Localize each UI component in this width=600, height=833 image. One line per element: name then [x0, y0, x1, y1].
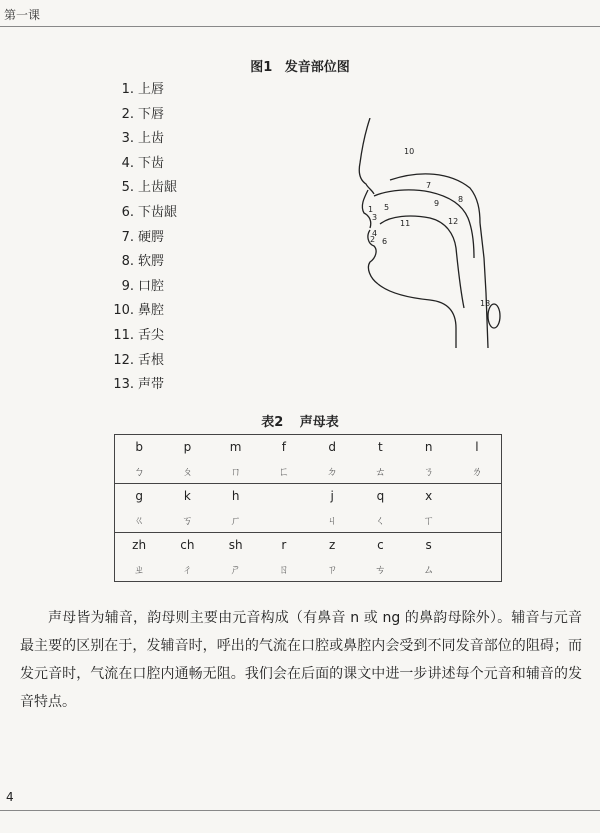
zhuyin-cell: ㄋ	[423, 465, 435, 478]
zhuyin-cell: ㄇ	[230, 465, 242, 478]
zhuyin-cell: ㄘ	[374, 563, 386, 576]
diagram-number-4: 4	[372, 229, 378, 238]
parts-list-number: 3.	[121, 131, 134, 147]
pinyin-cell: ch	[180, 538, 195, 552]
parts-list-name: 舌尖	[138, 327, 165, 343]
figure-caption	[0, 56, 600, 75]
zhuyin-cell: ㄑ	[374, 514, 386, 527]
pinyin-cell: f	[281, 440, 286, 454]
table-caption	[0, 411, 600, 430]
table-group	[115, 435, 501, 484]
parts-list-name: 口腔	[138, 278, 165, 294]
pinyin-row	[115, 484, 501, 508]
parts-list-number: 12.	[113, 352, 134, 368]
pinyin-cell: s	[425, 538, 432, 552]
tongue-surface	[380, 216, 464, 308]
pinyin-cell: n	[424, 440, 433, 454]
pharynx-back	[480, 223, 491, 348]
parts-list-name: 硬腭	[138, 229, 165, 245]
parts-list-number: 8.	[121, 254, 134, 270]
zhuyin-row	[115, 459, 501, 483]
pinyin-cell: zh	[132, 538, 147, 552]
zhuyin-cell: ㄐ	[326, 514, 338, 527]
parts-list-item	[112, 324, 177, 349]
pinyin-cell: l	[475, 440, 479, 454]
parts-list-item	[112, 349, 177, 374]
parts-list-name: 软腭	[138, 254, 165, 270]
parts-list-item	[112, 373, 177, 398]
zhuyin-row	[115, 508, 501, 532]
parts-list-name: 上齿	[138, 131, 165, 147]
pinyin-cell: q	[376, 489, 385, 503]
diagram-number-11: 11	[400, 219, 411, 228]
parts-list-name: 下齿龈	[138, 204, 178, 220]
table-label: 表2	[261, 415, 284, 430]
parts-list-item	[112, 250, 177, 275]
diagram-number-1: 1	[368, 205, 374, 214]
zhuyin-cell: ㄔ	[181, 563, 193, 576]
diagram-labels	[368, 147, 490, 308]
zhuyin-cell: ㄍ	[133, 514, 145, 527]
parts-list-number: 10.	[113, 303, 134, 319]
pinyin-cell: r	[281, 538, 287, 552]
pinyin-cell: j	[330, 489, 334, 503]
page-number: 4	[6, 790, 14, 804]
parts-list-number: 1.	[121, 82, 134, 97]
diagram-number-5: 5	[384, 203, 390, 212]
figure-label: 图1	[250, 60, 273, 75]
parts-list-item	[112, 226, 177, 251]
zhuyin-cell: ㄗ	[326, 563, 338, 576]
diagram-number-8: 8	[458, 195, 464, 204]
pinyin-cell: m	[229, 440, 242, 454]
figure-title: 发音部位图	[284, 60, 350, 75]
zhuyin-cell: ㄙ	[423, 563, 435, 576]
zhuyin-cell: ㄉ	[326, 465, 338, 478]
parts-list-item	[112, 127, 177, 152]
parts-list-name: 上唇	[138, 82, 165, 97]
table-title: 声母表	[299, 415, 339, 430]
pinyin-cell: z	[328, 538, 336, 552]
diagram-number-6: 6	[382, 237, 388, 246]
diagram-number-9: 9	[434, 199, 440, 208]
zhuyin-cell: ㄓ	[133, 563, 145, 576]
parts-list-number: 13.	[113, 377, 134, 393]
footer-rule	[0, 810, 600, 811]
articulation-diagram	[330, 118, 530, 348]
parts-list-name: 鼻腔	[138, 303, 165, 319]
diagram-number-13: 13	[480, 299, 491, 308]
articulation-parts-list	[112, 78, 177, 398]
pinyin-cell: c	[377, 538, 384, 552]
zhuyin-cell: ㄅ	[133, 465, 145, 478]
diagram-number-3: 3	[372, 213, 378, 222]
zhuyin-cell: ㄌ	[471, 465, 483, 478]
pinyin-cell: b	[135, 440, 143, 454]
table-group	[115, 533, 501, 581]
table-group	[115, 484, 501, 533]
diagram-number-12: 12	[448, 217, 459, 226]
pinyin-cell: h	[231, 489, 240, 503]
header-rule	[0, 26, 600, 27]
parts-list-number: 9.	[121, 278, 134, 294]
pinyin-cell: k	[183, 489, 191, 503]
pinyin-row	[115, 435, 501, 459]
zhuyin-cell: ㄒ	[423, 514, 435, 527]
parts-list-name: 舌根	[138, 352, 165, 368]
parts-list-number: 6.	[121, 204, 134, 220]
parts-list-item	[112, 275, 177, 300]
diagram-number-7: 7	[426, 181, 432, 190]
pinyin-cell: d	[328, 440, 336, 454]
zhuyin-cell: ㄊ	[374, 465, 386, 478]
forehead-nose-line	[359, 118, 374, 194]
zhuyin-row	[115, 557, 501, 581]
parts-list-name: 下齿	[138, 155, 165, 171]
pinyin-cell: t	[378, 440, 383, 454]
pinyin-row	[115, 533, 501, 557]
diagram-number-10: 10	[404, 147, 415, 156]
parts-list-number: 2.	[121, 106, 134, 122]
pinyin-cell: g	[135, 489, 143, 503]
parts-list-item	[112, 299, 177, 324]
parts-list-number: 11.	[113, 327, 134, 343]
body-paragraph: 声母皆为辅音，韵母则主要由元音构成（有鼻音 n 或 ng 的鼻韵母除外）。辅音与元音最主要的区别在于，发辅音时，呼出的气流在口腔或鼻腔内会受到不同发音部位的阻碍；而发元音时，气流在口腔内通畅无阻。我们会在后面的课文中进一步讲述每个元音和辅音的发音特点。	[20, 610, 582, 710]
pinyin-cell: sh	[228, 538, 243, 552]
pinyin-cell: x	[425, 489, 433, 503]
diagram-number-2: 2	[370, 235, 376, 244]
parts-list-number: 5.	[121, 180, 134, 196]
zhuyin-cell: ㄏ	[230, 514, 242, 527]
parts-list-item	[112, 201, 177, 226]
parts-list-number: 4.	[121, 155, 134, 171]
zhuyin-cell: ㄕ	[230, 563, 242, 576]
parts-list-name: 下唇	[138, 106, 165, 122]
parts-list-name: 上齿龈	[138, 180, 178, 196]
parts-list-item	[112, 176, 177, 201]
jaw-neck-line	[378, 284, 456, 348]
running-header: 第一课	[4, 8, 41, 22]
initials-table	[114, 434, 502, 582]
zhuyin-cell: ㄎ	[181, 514, 193, 527]
zhuyin-cell: ㄖ	[278, 563, 290, 576]
zhuyin-cell: ㄆ	[181, 465, 193, 478]
parts-list-item	[112, 78, 177, 103]
zhuyin-cell: ㄈ	[278, 465, 290, 478]
parts-list-item	[112, 103, 177, 128]
parts-list-number: 7.	[121, 229, 134, 245]
parts-list-item	[112, 152, 177, 177]
parts-list-name: 声带	[138, 377, 165, 393]
head-outline	[359, 118, 500, 348]
pinyin-cell: p	[183, 440, 192, 454]
